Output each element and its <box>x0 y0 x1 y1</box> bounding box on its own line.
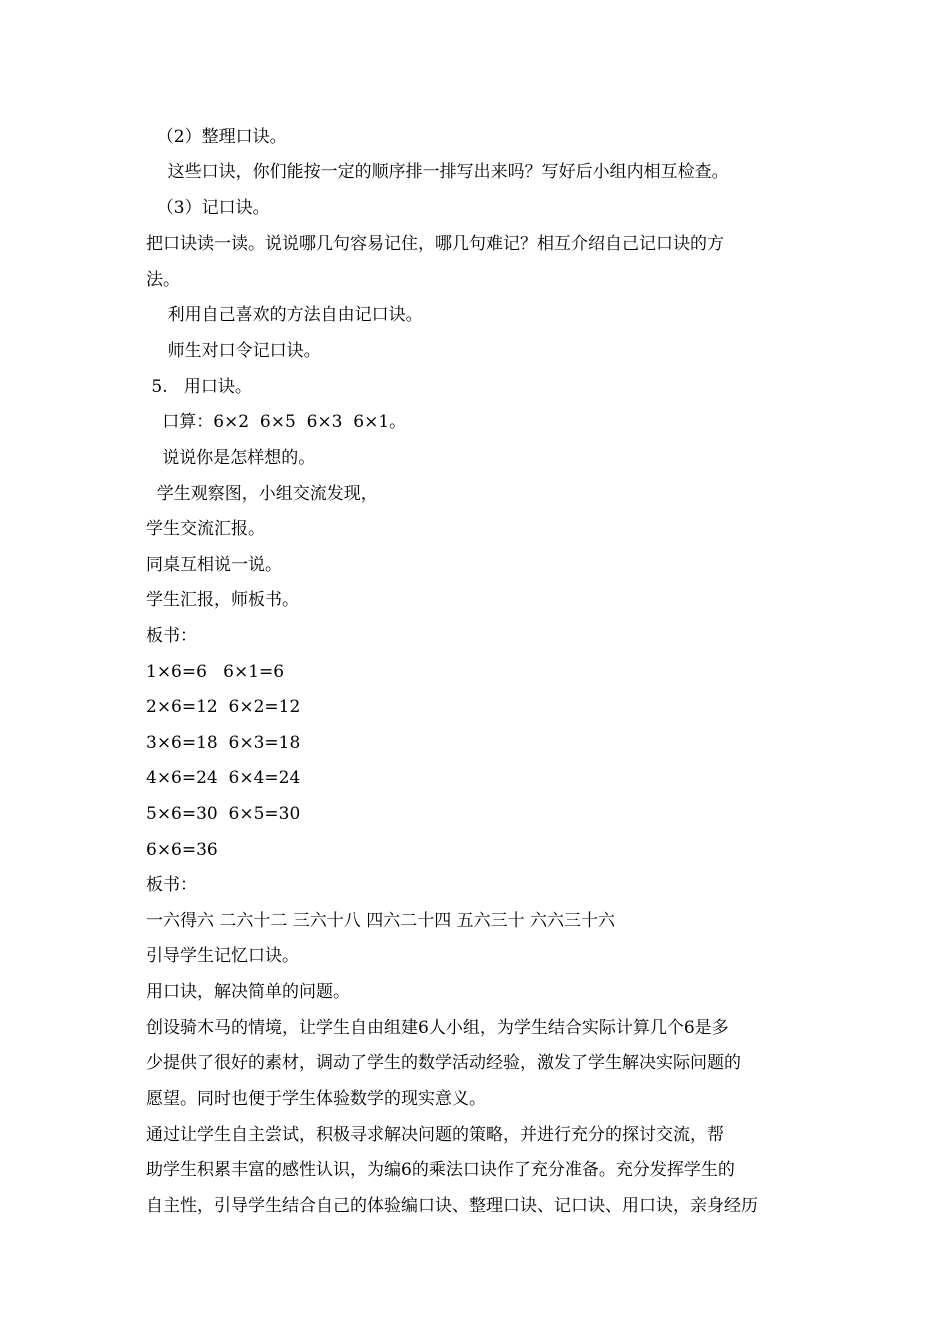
text-line: 1×6=6 6×1=6 <box>146 662 285 682</box>
text-line: （2）整理口诀。 <box>146 127 287 147</box>
text-line: 法。 <box>146 270 180 290</box>
text-line: 4×6=24 6×4=24 <box>146 768 301 788</box>
text-line: 少提供了很好的素材，调动了学生的数学活动经验，激发了学生解决实际问题的 <box>146 1053 741 1073</box>
text-line: 利用自己喜欢的方法自由记口诀。 <box>146 305 423 325</box>
text-line: 把口诀读一读。说说哪几句容易记住，哪几句难记？相互介绍自己记口诀的方 <box>146 234 724 254</box>
text-line: 说说你是怎样想的。 <box>146 448 316 468</box>
text-line: 同桌互相说一说。 <box>146 555 282 575</box>
text-line: （3）记口诀。 <box>146 198 270 218</box>
text-line: 3×6=18 6×3=18 <box>146 733 301 753</box>
text-line: 愿望。同时也便于学生体验数学的现实意义。 <box>146 1089 486 1109</box>
text-line: 一六得六 二六十二 三六十八 四六二十四 五六三十 六六三十六 <box>146 911 616 931</box>
text-line: 用口诀，解决简单的问题。 <box>146 982 350 1002</box>
text-line: 这些口诀，你们能按一定的顺序排一排写出来吗？写好后小组内相互检查。 <box>146 162 729 182</box>
text-line: 板书： <box>146 626 197 646</box>
text-line: 师生对口令记口诀。 <box>146 341 321 361</box>
text-line: 6×6=36 <box>146 840 218 860</box>
text-line: 学生汇报，师板书。 <box>146 590 299 610</box>
text-line: 5. 用口诀。 <box>146 377 252 397</box>
text-line: 引导学生记忆口诀。 <box>146 946 299 966</box>
text-line: 创设骑木马的情境，让学生自由组建6人小组，为学生结合实际计算几个6是多 <box>146 1018 729 1038</box>
text-line: 5×6=30 6×5=30 <box>146 804 301 824</box>
text-line: 2×6=12 6×2=12 <box>146 697 301 717</box>
text-line: 学生交流汇报。 <box>146 519 265 539</box>
text-line: 通过让学生自主尝试，积极寻求解决问题的策略，并进行充分的探讨交流，帮 <box>146 1125 724 1145</box>
text-line: 自主性，引导学生结合自己的体验编口诀、整理口诀、记口诀、用口诀，亲身经历 <box>146 1196 758 1216</box>
text-line: 口算：6×2 6×5 6×3 6×1。 <box>146 412 407 432</box>
text-line: 学生观察图，小组交流发现， <box>146 484 378 504</box>
text-line: 板书： <box>146 875 197 895</box>
text-line: 助学生积累丰富的感性认识，为编6的乘法口诀作了充分准备。充分发挥学生的 <box>146 1160 735 1180</box>
